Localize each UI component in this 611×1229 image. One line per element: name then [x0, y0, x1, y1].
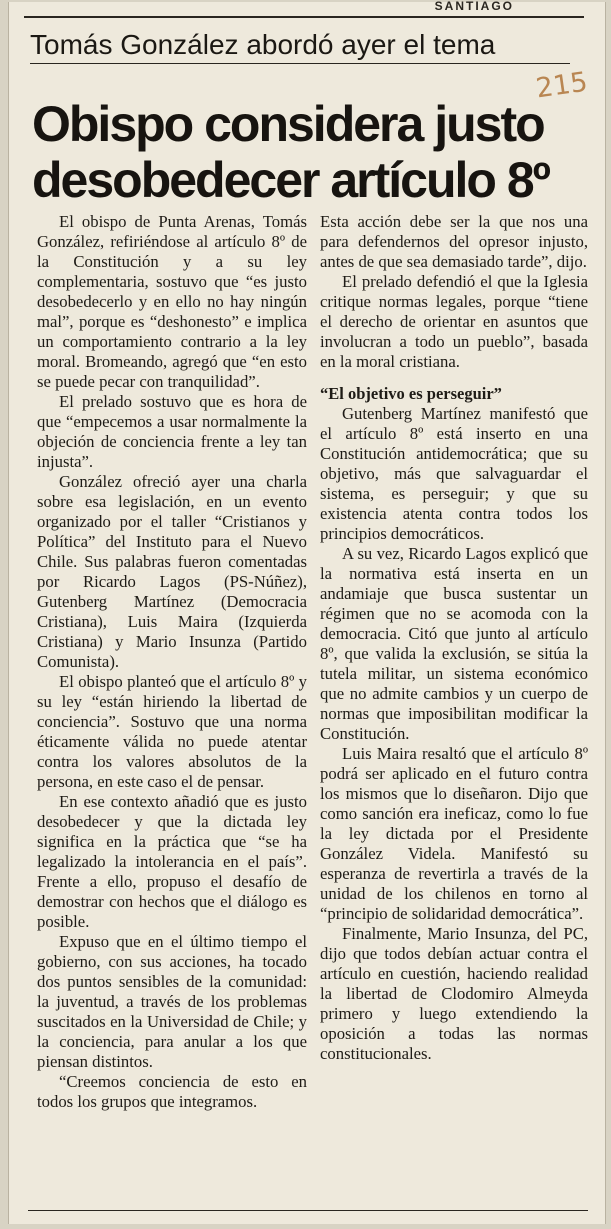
article-column-right	[320, 212, 588, 1064]
masthead-text: SANTIAGO	[434, 0, 514, 13]
paragraph: El prelado sostuvo que es hora de que “empecemos a usar normalmente la objeción de conciencia frente a ley tan injusta”.	[37, 392, 307, 471]
spacer	[320, 372, 588, 384]
paragraph: El obispo de Punta Arenas, Tomás González, refiriéndose al artículo 8º de la Constitución y a su ley complementaria, sostuvo que “es justo desobedecerlo y en ello no hay ningún mal”, porque es “deshonesto” e implica un comportamiento contrario a la ley moral. Bromeando, agregó que “en esto se puede pecar con tranquilidad”.	[37, 212, 307, 391]
paragraph: El obispo planteó que el artículo 8º y su ley “están hiriendo la libertad de conciencia”. Sostuvo que una norma éticamente válida no puede atentar contra los valores absolutos de la persona, en este caso el de pensar.	[37, 672, 307, 791]
masthead-rule	[24, 2, 584, 18]
section-subhead: “El objetivo es perseguir”	[320, 384, 502, 403]
paragraph: “Creemos conciencia de esto en todos los grupos que integramos.	[37, 1072, 307, 1111]
headline-line-2: desobedecer artículo 8º	[32, 152, 549, 208]
paragraph: A su vez, Ricardo Lagos explicó que la normativa está inserta en un andamiaje que busca sustentar un régimen que no se acomoda con la democracia. Citó que junto al artículo 8º, que valida la exclusión, se sitúa la tutela militar, un sistema económico que no admite cambios y un cuerpo de normas que imposibilitan modificar la Constitución.	[320, 544, 588, 743]
paragraph: Finalmente, Mario Insunza, del PC, dijo que todos debían actuar contra el artículo en cuestión, haciendo realidad la libertad de Clodomiro Almeyda primero y luego extendiendo la oposición a todas las normas constitucionales.	[320, 924, 588, 1063]
paragraph: González ofreció ayer una charla sobre esa legislación, en un evento organizado por el taller “Cristianos y Política” del Instituto para el Nuevo Chile. Sus palabras fueron comentadas por Ricardo Lagos (PS-Núñez), Gutenberg Martínez (Democracia Cristiana), Luis Maira (Izquierda Cristiana) y Mario Insunza (Partido Comunista).	[37, 472, 307, 671]
handwritten-note: 215	[534, 66, 590, 105]
paragraph: Esta acción debe ser la que nos una para defendernos del opresor injusto, antes de que sea demasiado tarde”, dijo.	[320, 212, 588, 271]
headline	[32, 96, 592, 208]
paragraph: El prelado defendió el que la Iglesia critique normas legales, porque “tiene el derecho de orientar en asuntos que involucran a todo un pueblo”, basada en la moral cristiana.	[320, 272, 588, 371]
paragraph: Gutenberg Martínez manifestó que el artículo 8º está inserto en una Constitución antidemocrática; que su objetivo, más que salvaguardar el sistema, es perseguir; y que su existencia atenta contra todos los principios democráticos.	[320, 404, 588, 543]
kicker-line: Tomás González abordó ayer el tema	[30, 28, 570, 64]
bottom-rule	[28, 1210, 588, 1211]
paragraph: Expuso que en el último tiempo el gobierno, con sus acciones, ha tocado dos puntos sensibles de la comunidad: la juventud, a través de los problemas suscitados en la Universidad de Chile; y la conciencia, para anular a los que piensan distintos.	[37, 932, 307, 1071]
paragraph: Luis Maira resaltó que el artículo 8º podrá ser aplicado en el futuro contra los mismos que lo diseñaron. Dijo que como sanción era ineficaz, como lo fue la ley dictada por el Presidente González Videla. Manifestó su esperanza de revertirla a través de la unidad de los chilenos en torno al “principio de solidaridad democrática”.	[320, 744, 588, 923]
article-column-left	[37, 212, 307, 1112]
headline-line-1: Obispo considera justo	[32, 96, 544, 152]
paragraph: En ese contexto añadió que es justo desobedecer y que la dictada ley significa en la práctica que “se ha legalizado la intolerancia en el país”. Frente a ello, propuso el desafío de demostrar con hechos que el diálogo es posible.	[37, 792, 307, 931]
